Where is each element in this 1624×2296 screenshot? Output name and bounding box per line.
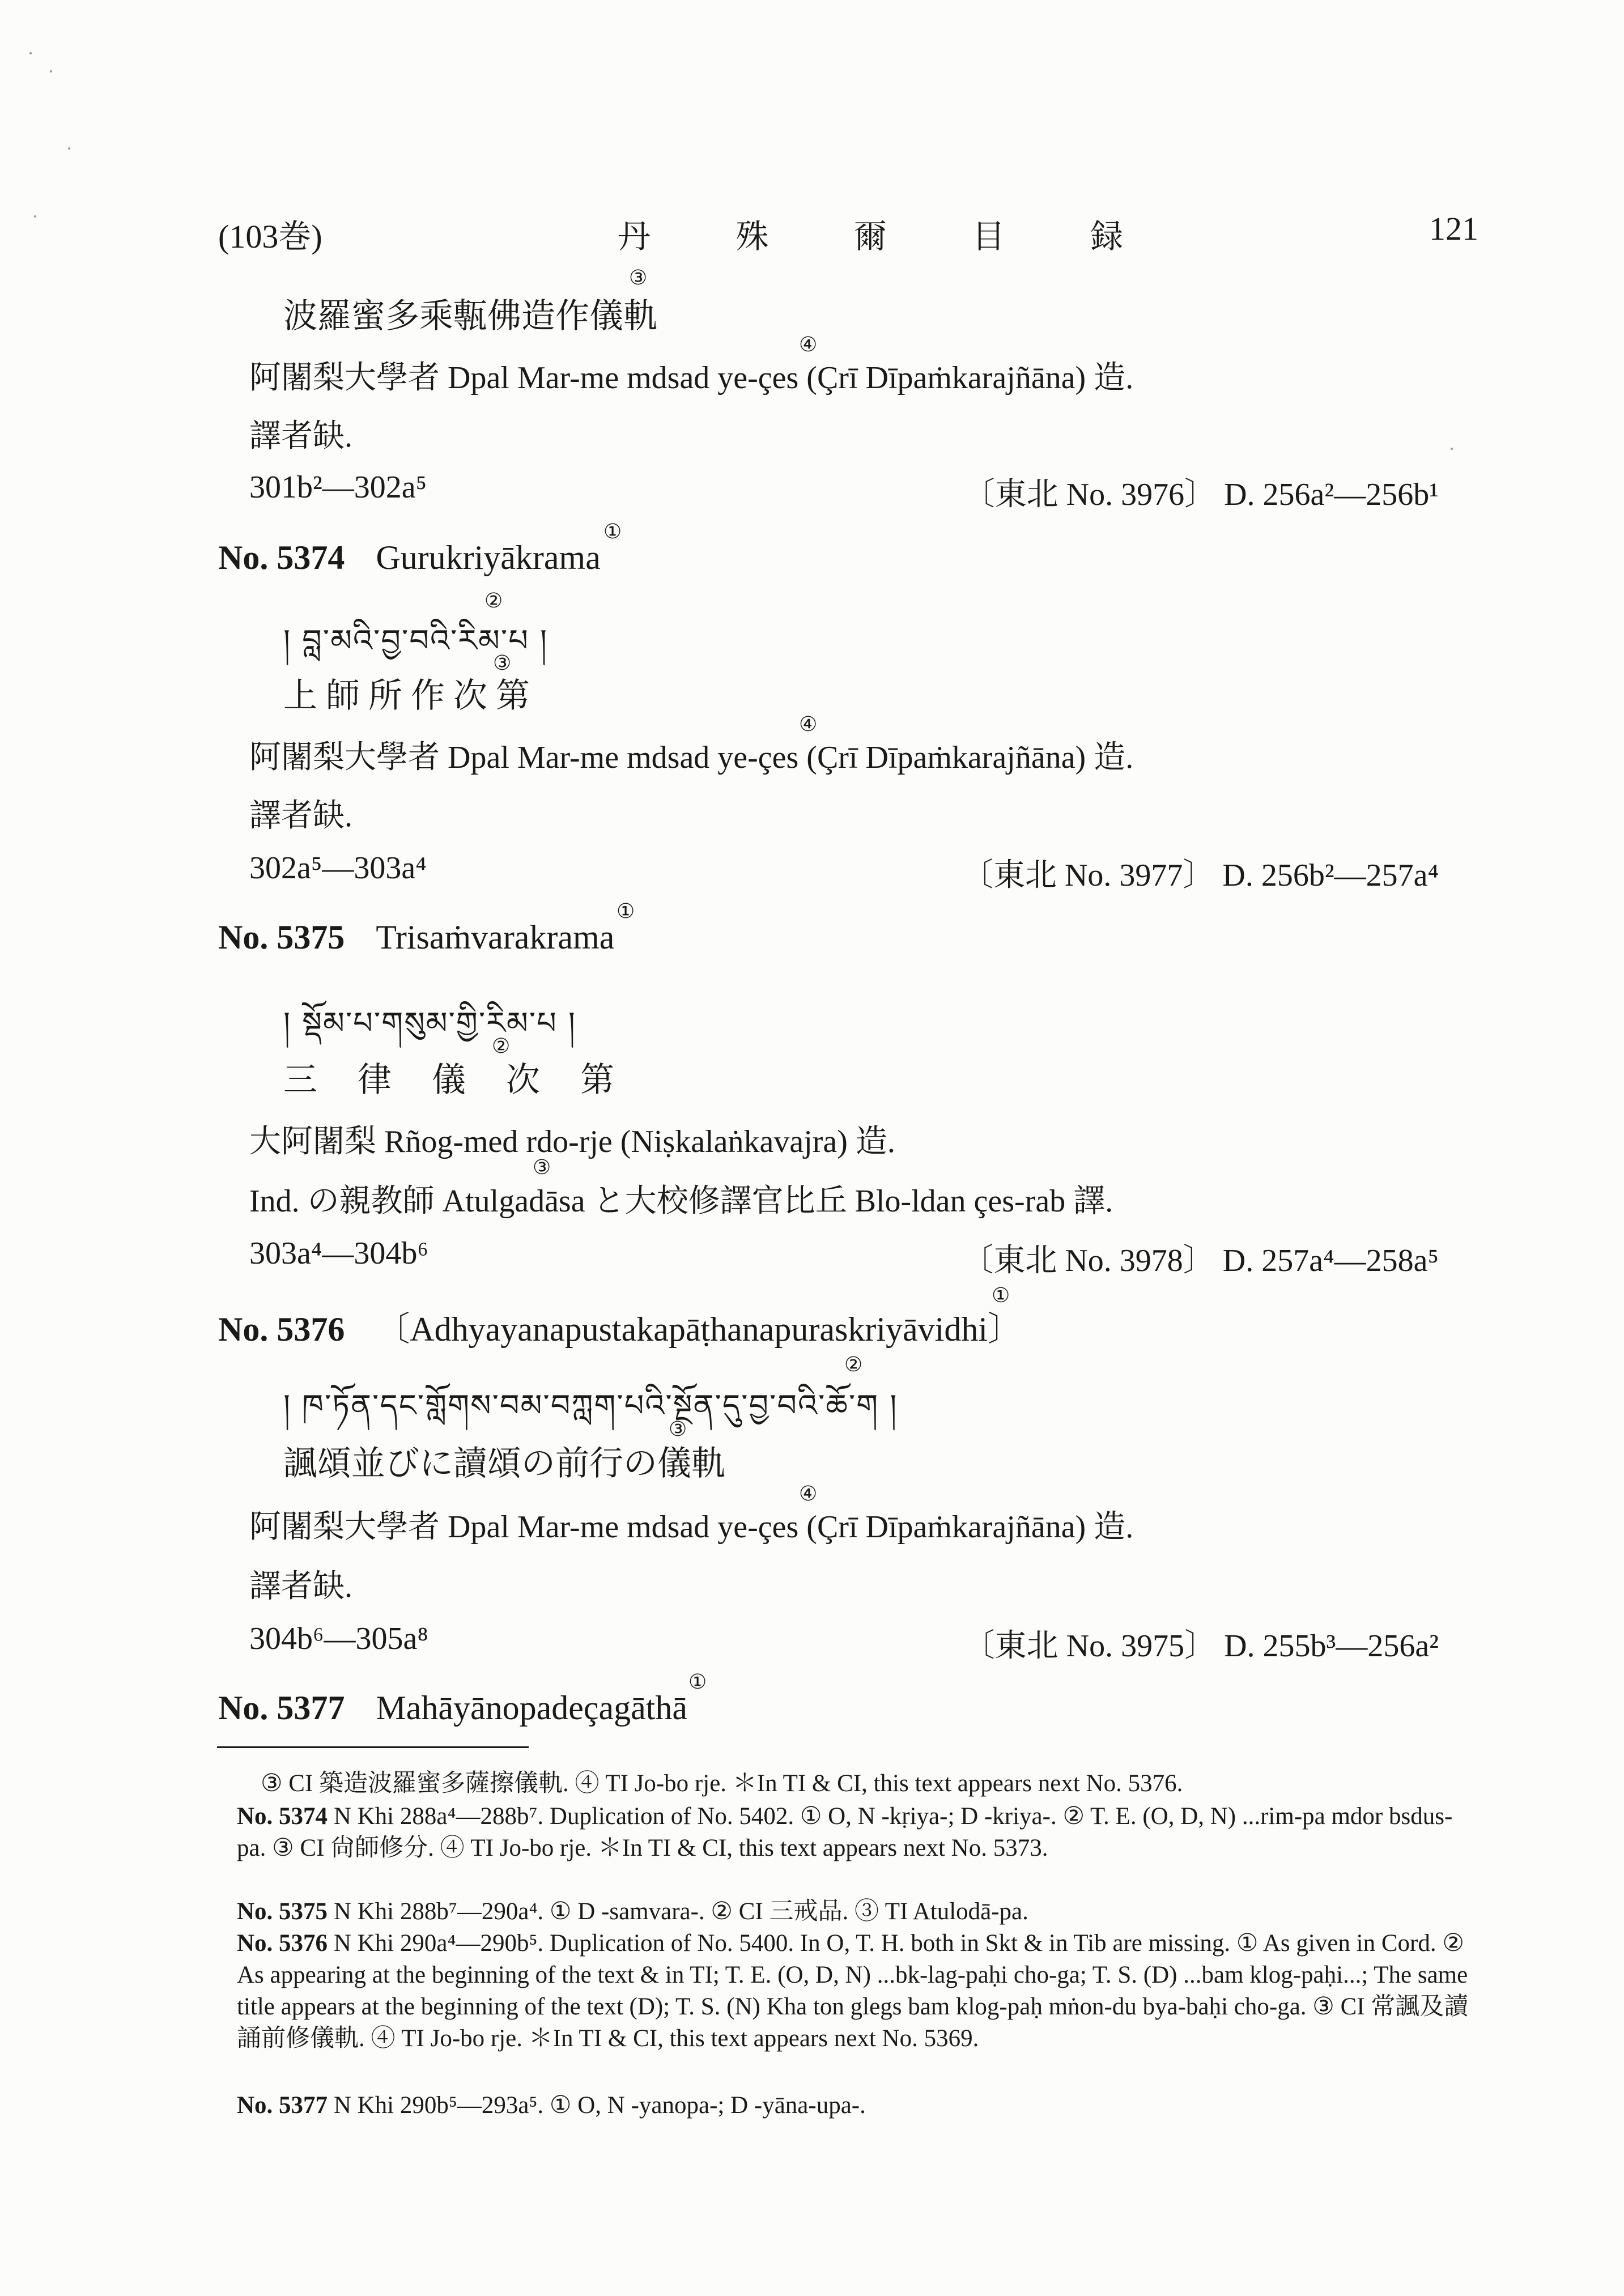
author-note-mark: ④ bbox=[799, 333, 818, 356]
sanskrit-note-mark: ① bbox=[617, 900, 635, 923]
entry-translator: 譯者缺. bbox=[249, 1569, 352, 1604]
entry-number: No. 5374 bbox=[218, 539, 345, 576]
sanskrit-note-mark: ① bbox=[603, 520, 622, 543]
entry-heading bbox=[218, 1689, 687, 1728]
scan-speck bbox=[34, 215, 36, 218]
entry-sanskrit-title: Trisaṁvarakrama bbox=[376, 919, 615, 956]
title-note-mark: ③ bbox=[669, 1418, 687, 1441]
entry-sanskrit-title: Gurukriyākrama bbox=[376, 539, 601, 576]
entry-reference: 〔東北 No. 3978〕 D. 257a⁴—258a⁵ bbox=[962, 1243, 1439, 1278]
entry-cjk-title: 波羅蜜多乘甎佛造作儀軌 ③ bbox=[283, 266, 657, 335]
entry-tibetan-title: ། སྡོམ་པ་གསུམ་གྱི་རིམ་པ ། bbox=[283, 1005, 576, 1041]
entry-folio: 301b²—302a⁵ bbox=[249, 470, 427, 505]
entry-author: 阿闍梨大學者 Dpal Mar-me mdsad ye-çes (Çrī Dīpaṁkarajñāna) 造. bbox=[249, 1510, 1134, 1545]
entry-folio: 304b⁶—305a⁸ bbox=[249, 1621, 428, 1656]
entry-reference: 〔東北 No. 3975〕 D. 255b³—256a² bbox=[963, 1629, 1439, 1664]
entry-heading bbox=[218, 538, 601, 577]
footnote: ③ CI 築造波羅蜜多薩擦儀軌. ④ TI Jo-bo rje. ＊In TI & CI, this text appears next No. 5376. bbox=[261, 1770, 1183, 1797]
scan-speck bbox=[1451, 448, 1453, 450]
title-note-mark: ② bbox=[492, 1035, 511, 1058]
entry-author: 阿闍梨大學者 Dpal Mar-me mdsad ye-çes (Çrī Dīpaṁkarajñāna) 造. bbox=[249, 740, 1134, 775]
entry-heading bbox=[218, 1302, 1022, 1351]
page-number: 121 bbox=[1429, 210, 1478, 247]
entry-cjk-title: 三 律 儀 次 第 bbox=[283, 1061, 630, 1099]
author-note-mark: ④ bbox=[799, 1482, 818, 1506]
entry-number: No. 5376 bbox=[218, 1311, 345, 1348]
entry-sanskrit-title: 〔Adhyayanapustakapāṭhanapuraskriyāvidhi〕 bbox=[376, 1311, 1022, 1348]
entry-folio: 302a⁵—303a⁴ bbox=[249, 851, 427, 886]
title-note-mark: ③ bbox=[493, 652, 512, 675]
scan-speck bbox=[68, 147, 70, 150]
entry-cjk-title: 諷頌並びに讀頌の前行の儀軌 bbox=[283, 1445, 725, 1482]
entry-author: 阿闍梨大學者 Dpal Mar-me mdsad ye-çes (Çrī Dīpaṁkarajñāna) 造. bbox=[249, 360, 1134, 396]
footnote: No. 5374 N Khi 288a⁴—288b⁷. Duplication of No. 5402. ① O, N -kṛiya-; D -kriya-. ② T. E. (O, D, N) ...rim-pa mdor bsdus-pa. ③ CI 尙師修分. ④ TI Jo-bo rje. ＊In TI & CI, this text appears next No. 5373. bbox=[237, 1803, 1453, 1861]
entry-sanskrit-title: Mahāyānopadeçagāthā bbox=[376, 1689, 688, 1727]
entry-number: No. 5375 bbox=[218, 919, 345, 956]
footnote-number: No. 5375 bbox=[237, 1898, 328, 1925]
translator-note-mark: ③ bbox=[533, 1156, 551, 1179]
entry-heading bbox=[218, 918, 614, 957]
entry-translator: Ind. の親教師 Atulgadāsa と大校修譯官比丘 Blo-ldan çes-rab 譯. bbox=[249, 1184, 1113, 1219]
entry-tibetan-title: ། ཁ་ཏོན་དང་གློགས་བམ་བཀླག་པའི་སྔོན་དུ་བྱ་བའི་ཆོ་ག ། bbox=[283, 1388, 898, 1423]
sanskrit-note-mark: ① bbox=[688, 1670, 707, 1694]
footnote-divider bbox=[217, 1746, 529, 1748]
sanskrit-note-mark: ① bbox=[992, 1284, 1010, 1307]
author-note-mark: ④ bbox=[799, 713, 818, 736]
entry-folio: 303a⁴—304b⁶ bbox=[249, 1236, 428, 1271]
footnote: No. 5375 N Khi 288b⁷—290a⁴. ① D -samvara-. ② CI 三戒品. ③ TI Atulodā-pa. bbox=[237, 1898, 1028, 1925]
tibetan-note-mark: ② bbox=[484, 589, 503, 613]
entry-tibetan-title: ། བླ་མའི་བྱ་བའི་རིམ་པ ། bbox=[283, 623, 548, 658]
entry-translator: 譯者缺. bbox=[249, 798, 352, 834]
footnote-number: No. 5374 bbox=[237, 1803, 328, 1830]
footnote-number: No. 5377 bbox=[237, 2092, 328, 2119]
entry-author: 大阿闍梨 Rñog-med rdo-rje (Niṣkalaṅkavajra) 造. bbox=[249, 1124, 895, 1159]
entry-reference: 〔東北 No. 3976〕 D. 256a²—256b¹ bbox=[963, 477, 1439, 512]
entry-translator: 譯者缺. bbox=[249, 419, 352, 454]
entry-cjk-title: 上 師 所 作 次 第 bbox=[283, 677, 530, 715]
entry-reference: 〔東北 No. 3977〕 D. 256b²—257a⁴ bbox=[961, 858, 1439, 893]
footnote: No. 5376 N Khi 290a⁴—290b⁵. Duplication of No. 5400. In O, T. H. both in Skt & in Tib are missing. ① As given in Cord. ② As appearing at the beginning of the text & in TI; T. E. (O, D, N) ...bk-lag-paḥi cho-ga; T. S. (D) ...bam klog-paḥi...; The same title appears at the beginning of the text (D); T. S. (N) Kha ton glegs bam klog-paḥ mṅon-du bya-baḥi cho-ga. ③ CI 常諷及讀誦前修儀軌. ④ TI Jo-bo rje. ＊In TI & CI, this text appears next No. 5369. bbox=[237, 1930, 1469, 2052]
scan-speck bbox=[50, 70, 52, 73]
entry-number: No. 5377 bbox=[218, 1689, 345, 1727]
footnote: No. 5377 N Khi 290b⁵—293a⁵. ① O, N -yanopa-; D -yāna-upa-. bbox=[237, 2092, 866, 2119]
footnote-number: No. 5376 bbox=[237, 1930, 328, 1957]
page-title: 丹 殊 爾 目 録 bbox=[618, 218, 1162, 255]
volume-label: (103巻) bbox=[218, 218, 322, 255]
tibetan-note-mark: ② bbox=[844, 1353, 863, 1376]
scan-speck bbox=[29, 52, 32, 54]
